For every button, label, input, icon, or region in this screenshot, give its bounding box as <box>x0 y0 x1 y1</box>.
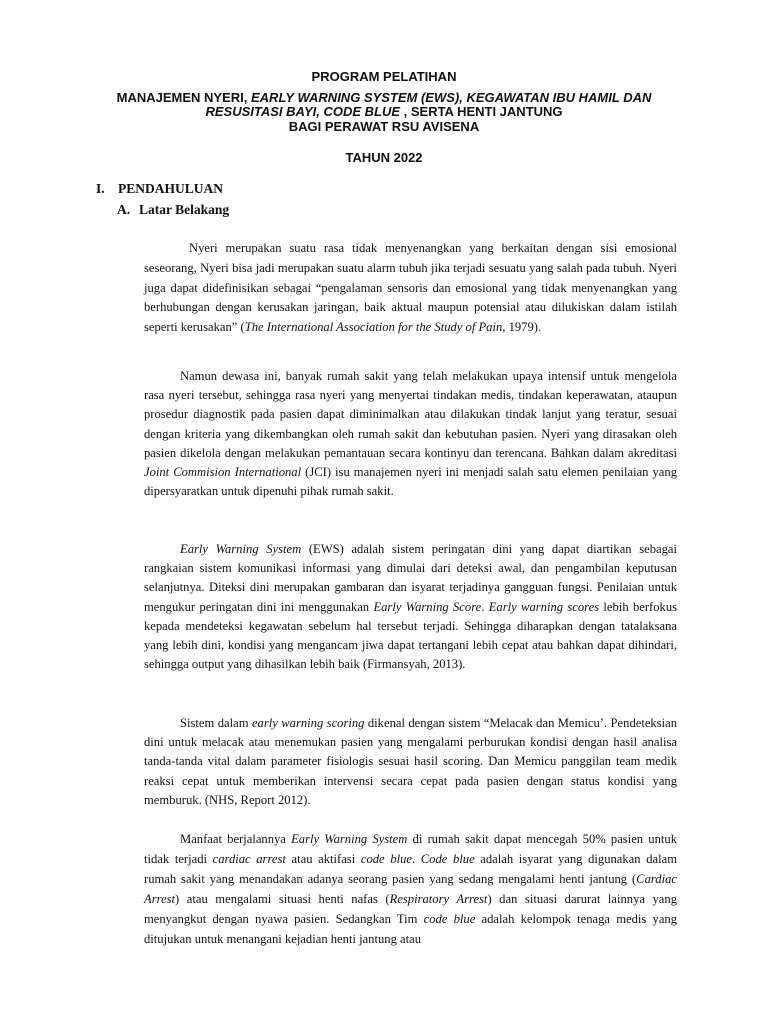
paragraph-3-text-1: (EWS) adalah sistem peringatan dini yang dapat diartikan sebagai rangkaian sistem komunikasi informasi yang dimulai dari deteksi awal, dan pengambilan keputusan selanjutnya. Diteksi dini merupakan gambaran dan isyarat terjadinya gangguan fungsi. Penilaian untuk mengukur peringatan dini ini menggunakan <box>144 542 678 614</box>
paragraph-1-text: Nyeri merupakan suatu rasa tidak menyenangkan yang berkaitan dengan sisi emosional seseorang, Nyeri bisa jadi merupakan suatu alarm tubuh jika terjadi sesuatu yang salah pada tubuh. Nyeri juga dapat didefinisikan sebagai “pengalaman sensoris dan emosional yang tidak menyenangkan yang berhubungan dengan kerusakan jaringan, baik aktual maupun potensial atau dilukiskan dalam istilah seperti kerusakan” ( <box>144 241 677 335</box>
paragraph-4-text-2: dikenal dengan sistem “Melacak dan Memicu’. Pendeteksian dini untuk melacak atau menemukan pasien yang mengalami perburukan kondisi dengan hasil analisa tanda-tanda vital dalam parameter fisiologis sesuai hasil scoring. Dan Memicu panggilan team medik reaksi cepat untuk memberikan intervensi secara cepat pada pasien dengan status kondisi yang memburuk. (NHS, Report 2012). <box>144 716 677 807</box>
document-title <box>0 70 768 134</box>
paragraph-5-italic-7: code blue <box>423 912 476 926</box>
section-number: I. <box>96 181 105 196</box>
paragraph-5-text-7: ) dan situasi darurat lainnya yang menyangkut dengan nyawa pasien. Sedangkan Tim <box>144 892 677 926</box>
title-line-2-plain: MANAJEMEN NYERI, <box>116 89 251 105</box>
paragraph-5-italic-1: Early Warning System <box>291 832 408 846</box>
paragraph-4-text-1: Sistem dalam <box>180 716 252 730</box>
paragraph-1 <box>144 239 677 338</box>
paragraph-5-text-2: di rumah sakit dapat mencegah 50% pasien untuk tidak terjadi <box>144 832 677 866</box>
paragraph-3-text-2: . <box>481 599 489 614</box>
section-heading <box>96 181 223 197</box>
paragraph-4-italic: early warning scoring <box>251 716 365 730</box>
paragraph-1-text-end: , 1979). <box>502 320 542 335</box>
paragraph-5-text-6: ) atau mengalami situasi henti nafas ( <box>175 892 390 906</box>
title-line-3-plain: , SERTA HENTI JANTUNG <box>400 104 563 119</box>
paragraph-3-italic-3: Early warning scores <box>488 599 600 614</box>
subsection-number: A. <box>117 202 131 217</box>
title-line-2 <box>0 91 768 106</box>
subsection-heading <box>117 202 229 218</box>
year-heading: TAHUN 2022 <box>345 150 423 165</box>
paragraph-5 <box>144 829 677 949</box>
paragraph-2-italic: Joint Commision International <box>144 465 302 480</box>
paragraph-4 <box>144 714 677 810</box>
title-line-3-italic: RESUSITASI BAYI, CODE BLUE <box>205 104 401 119</box>
paragraph-1-italic: The International Association for the Study of Pain <box>244 320 503 335</box>
paragraph-5-text-5: adalah isyarat yang digunakan dalam rumah sakit yang menandakan adanya seorang pasien yang sedang mengalami henti jantung ( <box>144 852 677 886</box>
paragraph-2-text-end: (JCI) isu manajemen nyeri ini menjadi salah satu elemen penilaian yang dipersyaratkan untuk dipenuhi pihak rumah sakit. <box>144 465 677 499</box>
paragraph-5-text-1: Manfaat berjalannya <box>180 832 292 846</box>
title-line-3 <box>0 105 768 120</box>
paragraph-3-italic-1: Early Warning System <box>180 542 302 556</box>
section-title: PENDAHULUAN <box>118 181 224 196</box>
paragraph-2-text: Namun dewasa ini, banyak rumah sakit yang telah melakukan upaya intensif untuk mengelola rasa nyeri tersebut, sehingga rasa nyeri yang menyertai tindakan medis, tindakan keperawatan, ataupun prosedur diagnostik pada pasien dapat diminimalkan atau dilakukan tindak lanjut yang teratur, sesuai dengan kriteria yang dikembangkan oleh rumah sakit dan kebutuhan pasien. Nyeri yang dirasakan oleh pasien dikelola dengan melakukan pemantauan secara kontinyu dan terencana. Bahkan dalam akreditasi <box>144 369 677 460</box>
paragraph-3 <box>144 540 677 674</box>
title-line-4: BAGI PERAWAT RSU AVISENA <box>288 118 480 134</box>
paragraph-5-italic-2: cardiac arrest <box>212 852 286 866</box>
title-line-1: PROGRAM PELATIHAN <box>311 69 457 84</box>
paragraph-5-italic-5: Cardiac Arrest <box>144 872 677 906</box>
title-line-2-italic: EARLY WARNING SYSTEM (EWS), KEGAWATAN IBU HAMIL DAN <box>251 89 652 105</box>
paragraph-5-text-8: adalah kelompok tenaga medis yang ditujukan untuk menangani kejadian henti jantung atau <box>144 912 678 946</box>
paragraph-3-text-3: lebih berfokus kepada mendeteksi kegawatan sebelum hal tersebut terjadi. Sehingga diharapkan dengan tatalaksana yang lebih dini, kondisi yang mengancam jiwa dapat tertangani lebih cepat atau bahkan dapat dihindari, sehingga output yang dihasilkan lebih baik (Firmansyah, 2013). <box>144 599 678 672</box>
paragraph-5-italic-6: Respiratory Arrest <box>389 892 488 906</box>
paragraph-5-italic-3: code blue <box>360 852 412 866</box>
paragraph-5-text-3: atau aktifasi <box>285 852 361 866</box>
paragraph-5-italic-4: Code blue <box>420 852 475 866</box>
subsection-title: Latar Belakang <box>139 202 230 217</box>
paragraph-2 <box>144 367 677 501</box>
paragraph-3-italic-2: Early Warning Score <box>373 599 482 614</box>
paragraph-5-text-4: . <box>411 852 421 866</box>
